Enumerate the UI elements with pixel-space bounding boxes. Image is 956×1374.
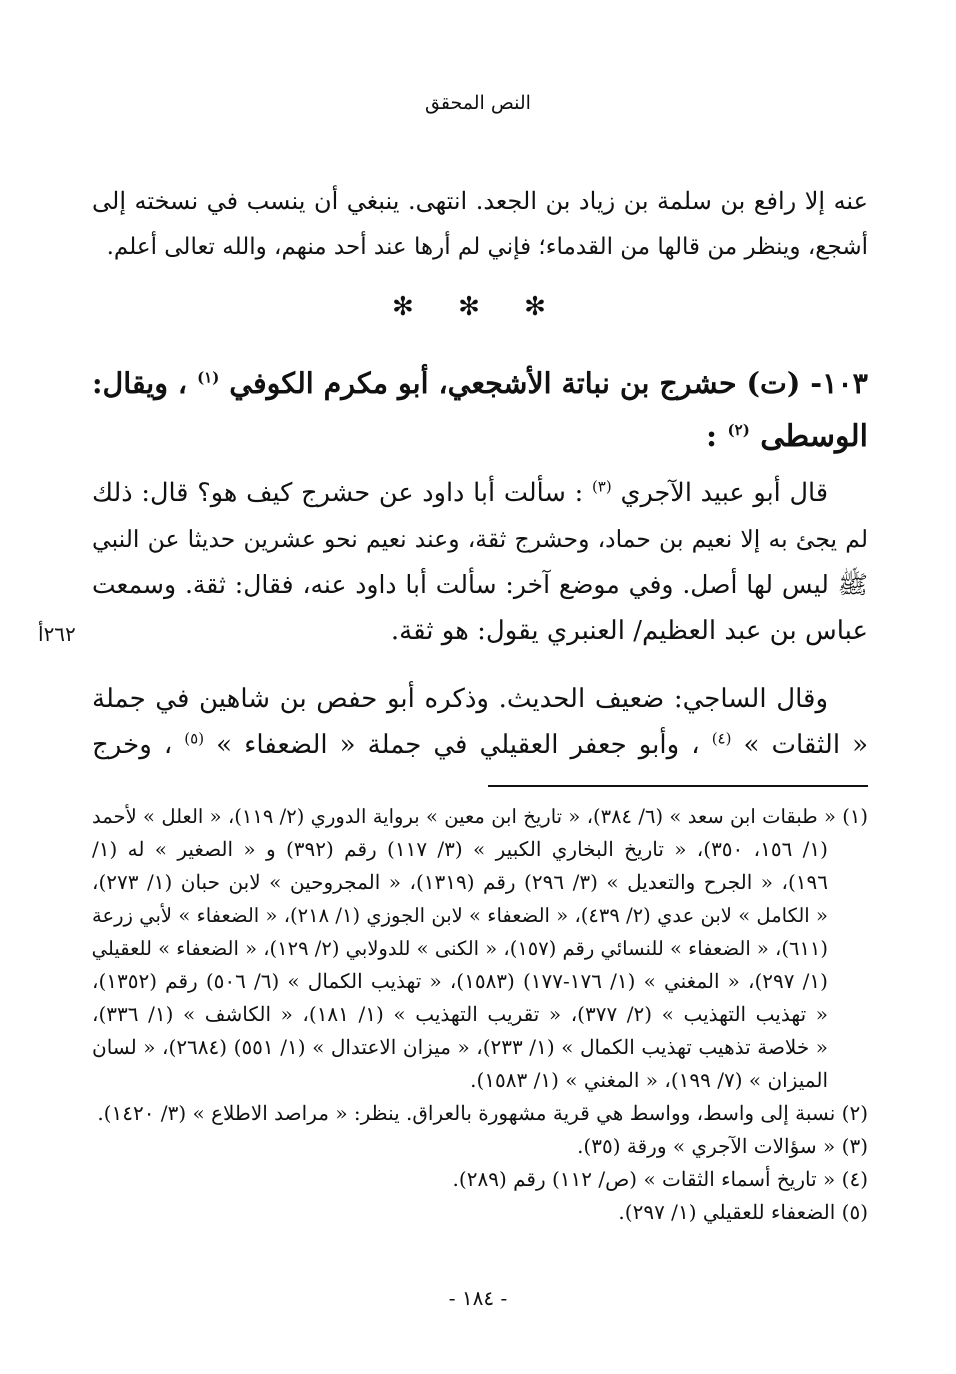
- footnote-line: الميزان » (٧/ ١٩٩)، « المغني » (١/ ١٥٨٣).: [470, 1068, 828, 1092]
- footnote-2: (٢) نسبة إلى واسط، وواسط هي قرية مشهورة بالعراق. ينظر: « مراصد الاطلاع » (٣/ ١٤٢٠).: [97, 1101, 868, 1125]
- footnote-line: « تهذيب التهذيب » (٢/ ٣٧٧)، « تقريب التهذيب » (١/ ١٨١)، « الكاشف » (١/ ٣٣٦)،: [92, 1002, 828, 1026]
- intro-paragraph: [92, 178, 868, 270]
- manuscript-folio-marker: ٢٦٢أ: [38, 622, 76, 646]
- footnote-line: (١) « طبقات ابن سعد » (٦/ ٣٨٤)، « تاريخ ابن معين » برواية الدوري (٢/ ١١٩)، « العلل » لأحمد: [92, 805, 868, 828]
- footnote-line: ١٩٦)، « الجرح والتعديل » (٣/ ٢٩٦) رقم (١٣١٩)، « المجروحين » لابن حبان (١/ ٢٧٣)،: [92, 870, 828, 894]
- footnote-ref[interactable]: (٢): [727, 421, 750, 439]
- entry-title: ١٠٣- (ت) حشرج بن نباتة الأشجعي، أبو مكرم الكوفي: [229, 366, 868, 400]
- page-number: - ١٨٤ -: [448, 1286, 508, 1310]
- text-line: أشجع، وينظر من قالها من القدماء؛ فإني لم أرها عند أحد منهم، والله تعالى أعلم.: [106, 234, 868, 260]
- text-line: وقال الساجي: ضعيف الحديث. وذكره أبو حفص بن شاهين في جملة: [92, 684, 828, 714]
- paragraph-saji: [92, 676, 868, 768]
- footnote-divider: [488, 785, 868, 787]
- footnotes: [92, 800, 868, 1229]
- footnote-ref[interactable]: (١): [197, 368, 220, 387]
- entry-colon: :: [706, 419, 718, 454]
- entry-heading-line: [92, 410, 868, 464]
- entry-heading: [92, 356, 868, 464]
- footnote-line: (٦١١)، « الضعفاء » للنسائي رقم (١٥٧)، « الكنى » للدولابي (٢/ ١٢٩)، « الضعفاء » للعقيلي: [91, 937, 828, 960]
- paragraph-ajurri: [92, 470, 868, 654]
- text-line: [92, 470, 868, 516]
- text-span: « الثقات »: [743, 730, 869, 760]
- entry-nisba: الوسطى: [760, 419, 868, 454]
- footnote-1: [92, 800, 868, 1097]
- text-line: [92, 722, 868, 768]
- text-span: : سألت أبا داود عن حشرج كيف هو؟ قال: ذلك: [92, 478, 584, 508]
- running-header: النص المحقق: [425, 92, 531, 114]
- text-line: ﷺ ليس لها أصل. وفي موضع آخر: سألت أبا داود عنه، فقال: ثقة. وسمعت: [92, 570, 868, 599]
- footnote-4: (٤) « تاريخ أسماء الثقات » (ص/ ١١٢) رقم (٢٨٩).: [452, 1167, 868, 1191]
- footnote-5: (٥) الضعفاء للعقيلي (١/ ٢٩٧).: [618, 1200, 868, 1224]
- footnote-line: (١/ ١٥٦، ٣٥٠)، « تاريخ البخاري الكبير » (٣/ ١١٧) رقم (٣٩٢) و « الصغير » له (١/: [92, 837, 828, 861]
- text-span: ، وأبو جعفر العقيلي في جملة « الضعفاء »: [216, 730, 700, 760]
- entry-heading-line: [92, 356, 868, 410]
- footnote-ref[interactable]: (٣): [591, 477, 612, 496]
- text-line: عباس بن عبد العظيم/ العنبري يقول: هو ثقة.: [390, 616, 868, 646]
- footnote-line: (١/ ٢٩٧)، « المغني » (١/ ١٧٦-١٧٧) (١٥٨٣)، « تهذيب الكمال » (٦/ ٥٠٦) رقم (١٣٥٢)،: [92, 969, 828, 993]
- footnote-line: « الكامل » لابن عدي (٢/ ٤٣٩)، « الضعفاء » لابن الجوزي (١/ ٢١٨)، « الضعفاء » لأبي زرعة: [92, 904, 828, 927]
- text-line: عنه إلا رافع بن سلمة بن زياد بن الجعد. انتهى. ينبغي أن ينسب في نسخته إلى: [92, 187, 868, 215]
- footnote-line: « خلاصة تذهيب تهذيب الكمال » (١/ ٢٣٣)، « ميزان الاعتدال » (١/ ٥٥١) (٢٦٨٤)، « لسان: [92, 1035, 829, 1059]
- footnote-ref[interactable]: (٥): [184, 729, 205, 748]
- section-separator: ✻ ✻ ✻: [392, 292, 564, 322]
- entry-title-tail: ، ويقال:: [91, 366, 188, 400]
- text-span: قال أبو عبيد الآجري: [620, 478, 829, 508]
- text-line: لم يجئ به إلا نعيم بن حماد، وحشرج ثقة، وعند نعيم نحو عشرين حديثا عن النبي: [92, 525, 868, 553]
- footnote-ref[interactable]: (٤): [711, 729, 732, 748]
- text-span: ، وخرج: [92, 730, 173, 760]
- footnote-3: (٣) « سؤالات الآجري » ورقة (٣٥).: [577, 1134, 868, 1158]
